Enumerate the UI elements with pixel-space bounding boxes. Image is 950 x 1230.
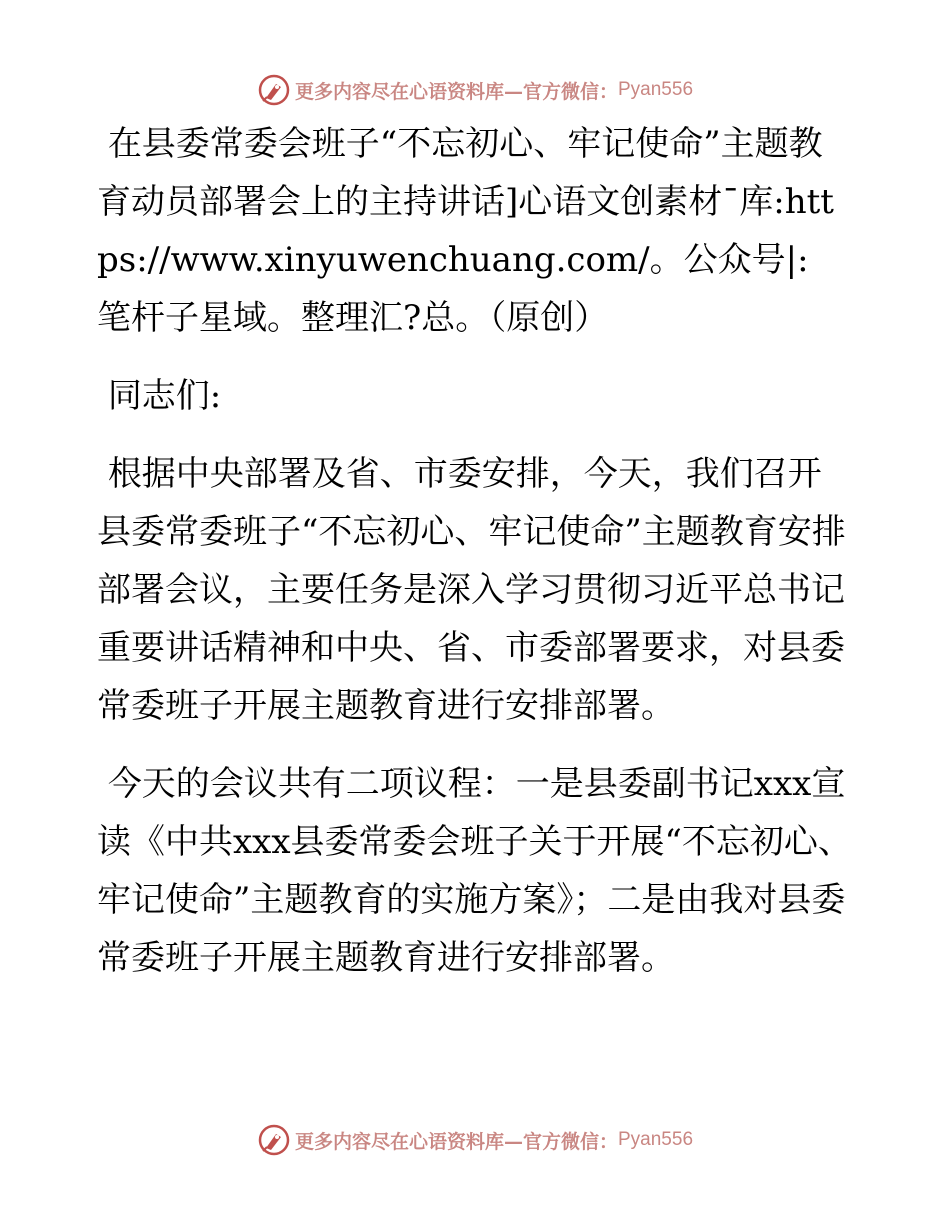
body-paragraph: 根据中央部署及省、市委安排，今天，我们召开县委常委班子“不忘初心、牢记使命”主题教育安排部署会议，主要任务是深入学习贯彻习近平总书记重要讲话精神和中央、省、市委部署要求，对县委常委班子开展主题教育进行安排部署。 xyxy=(97,454,846,726)
footer-banner-wechat-id: Pyan556 xyxy=(618,1129,694,1150)
footer-banner-text: 更多内容尽在心语资料库—官方微信： xyxy=(294,1130,618,1153)
footer-banner-content xyxy=(257,1123,693,1157)
greeting: 同志们: xyxy=(97,376,222,416)
header-banner-text: 更多内容尽在心语资料库—官方微信： xyxy=(294,80,618,103)
document-body xyxy=(97,115,852,1007)
pen-nib-logo-icon xyxy=(257,1123,291,1157)
body-paragraph: 今天的会议共有二项议程：一是县委副书记xxx宣读《中共xxx县委常委会班子关于开展“不忘初心、牢记使命”主题教育的实施方案》；二是由我对县委常委班子开展主题教育进行安排部署。 xyxy=(97,764,852,978)
header-banner-wechat-id: Pyan556 xyxy=(618,79,694,100)
header-banner xyxy=(0,70,950,110)
document-title-paragraph: 在县委常委会班子“不忘初心、牢记使命”主题教育动员部署会上的主持讲话]心语文创素材¯库:https://www.xinyuwenchuang.com/。公众号|: 笔杆子星域。整理汇?总。（原创） xyxy=(97,124,834,338)
header-banner-content xyxy=(257,73,693,107)
pen-nib-logo-icon xyxy=(257,73,291,107)
footer-banner xyxy=(0,1120,950,1160)
